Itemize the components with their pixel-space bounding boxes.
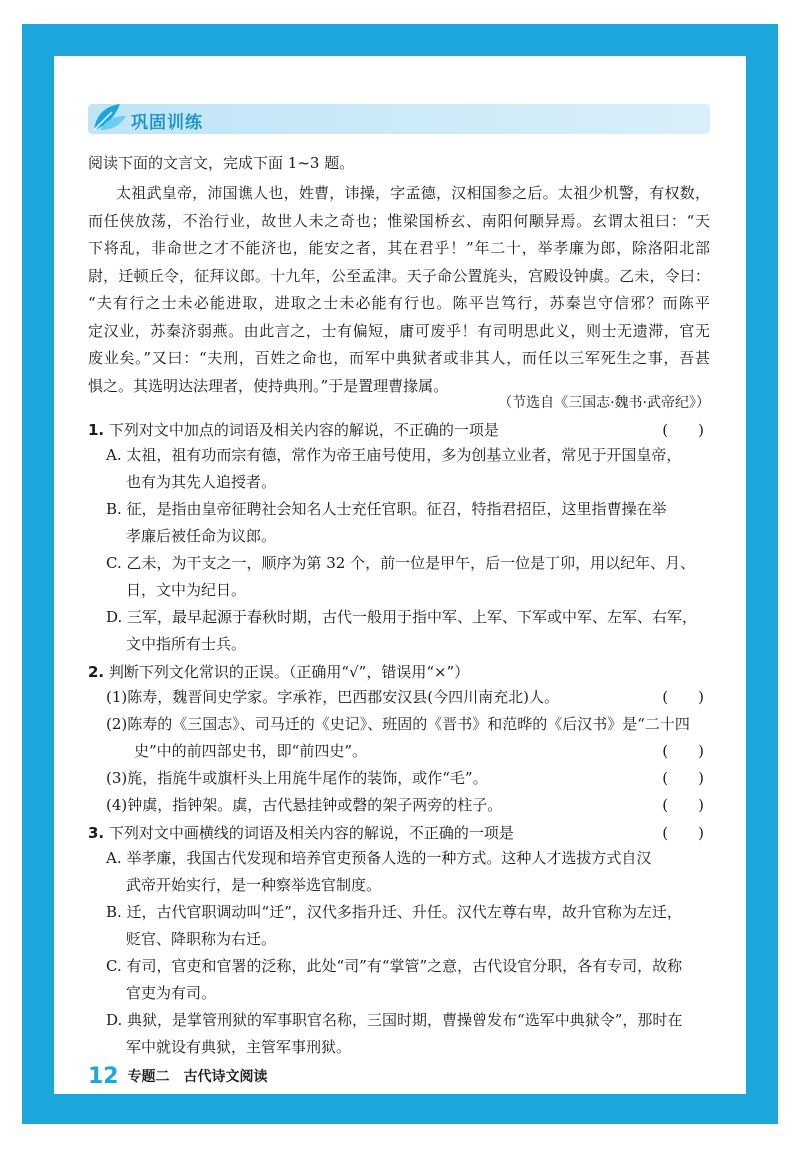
answer-blank[interactable]: ( ) [662,421,704,439]
option-text: B. 迁，古代官职调动叫“迁”，汉代多指升迁、升任。汉代左尊右卑，故升官称为左迁， [106,903,682,921]
question-3-stem [88,822,710,843]
passage-line: 太祖武皇帝，沛国谯人也，姓曹，讳操，字孟德，汉相国参之后。太祖少机警，有权数， [116,184,710,202]
question-3-option-b[interactable] [106,899,710,953]
section-title: 巩固训练 [131,113,203,133]
passage-source: （节选自《三国志·魏书·武帝纪》） [498,395,710,411]
answer-blank[interactable]: ( ) [662,824,704,842]
question-number: 1. [88,421,105,439]
frame-bottom [22,1094,778,1124]
option-text: C. 有司，官吏和官署的泛称，此处“司”有“掌管”之意，古代设官分职，各有专司，故称 [106,957,683,975]
question-1-option-d[interactable] [106,604,710,658]
question-text: 下列对文中画横线的词语及相关内容的解说，不正确的一项是 [108,824,514,842]
passage-line: 定汉业，苏秦济弱燕。由此言之，士有偏短，庸可废乎！有司明思此义，则士无遗滞，官无 [88,321,710,340]
classical-passage [88,180,710,400]
passage-line: 尉，迁顿丘令，征拜议郎。十九年，公至孟津。天子命公置旄头，宫殿设钟虡。乙未，令曰： [88,266,710,285]
answer-blank[interactable]: ( ) [662,796,704,814]
passage-line: 废业矣。”又曰：“夫刑，百姓之命也，而军中典狱者或非其人，而任以三军死生之事，吾甚 [88,349,710,367]
frame-top [22,24,778,56]
option-text: B. 征，是指由皇帝征聘社会知名人士充任官职。征召，特指君招臣，这里指曹操在举 [106,500,667,518]
question-3-option-a[interactable] [106,845,710,899]
passage-line: 下将乱，非命世之才不能济也，能安之者，其在君乎！”年二十，举孝廉为郎，除洛阳北部 [88,239,710,257]
answer-blank[interactable]: ( ) [662,742,704,760]
item-text: 史”中的前四部史书，即“前四史”。 [134,742,368,760]
option-text: 日，文中为纪日。 [126,581,247,599]
intro-text: 阅读下面的文言文，完成下面 1~3 题。 [88,154,355,172]
question-number: 2. [88,663,105,681]
frame-right [746,24,778,1124]
item-text: (1)陈寿，魏晋间史学家。字承祚，巴西郡安汉县(今四川南充北)人。 [106,688,559,706]
option-text: 贬官、降职称为右迁。 [126,930,277,948]
chapter-label: 专题二 古代诗文阅读 [127,1069,268,1085]
passage-line: 而任侠放荡，不治行业，故世人未之奇也；惟梁国桥玄、南阳何颙异焉。玄谓太祖曰：“天 [88,211,710,230]
question-2-stem [88,661,710,682]
option-text: D. 典狱，是掌管刑狱的军事职官名称，三国时期，曹操曾发布“选军中典狱令”，那时在 [106,1011,683,1029]
option-text: 军中就设有典狱，主管军事刑狱。 [126,1038,352,1056]
page-number: 12 [88,1064,119,1089]
question-2-item-3 [106,765,710,792]
question-2-item-1 [106,684,710,711]
question-text: 下列对文中加点的词语及相关内容的解说，不正确的一项是 [108,421,499,439]
leaf-icon [90,100,128,134]
option-text: C. 乙未，为干支之一，顺序为第 32 个，前一位是甲午，后一位是丁卯，用以纪年、月、 [106,554,696,572]
item-text: (4)钟虡，指钟架。虡，古代悬挂钟或磬的架子两旁的柱子。 [106,796,503,814]
option-text: 武帝开始实行，是一种察举选官制度。 [126,876,382,894]
question-2-item-2 [106,711,710,765]
question-1-option-a[interactable] [106,442,710,496]
page-footer [88,1064,268,1089]
question-1-option-c[interactable] [106,550,710,604]
item-text: (3)旄，指旄牛或旗杆头上用旄牛尾作的装饰，或作“毛”。 [106,769,488,787]
option-text: 孝廉后被任命为议郎。 [126,527,277,545]
question-1-option-b[interactable] [106,496,710,550]
option-text: D. 三军，最早起源于春秋时期，古代一般用于指中军、上军、下军或中军、左军、右军， [106,608,698,626]
question-3-option-c[interactable] [106,953,710,1007]
option-text: 官吏为有司。 [126,984,217,1002]
passage-line: “夫有行之士未必能进取，进取之士未必能有行也。陈平岂笃行，苏秦岂守信邪？而陈平 [88,294,710,312]
question-3-option-d[interactable] [106,1007,710,1061]
question-1-stem [88,419,710,440]
item-text: (2)陈寿的《三国志》、司马迁的《史记》、班固的《晋书》和范晔的《后汉书》是“二十四 [106,715,690,733]
question-2-item-4 [106,792,710,819]
answer-blank[interactable]: ( ) [662,688,704,706]
option-text: A. 举孝廉，我国古代发现和培养官吏预备人选的一种方式。这种人才选拔方式自汉 [106,849,652,867]
option-text: 也有为其先人追授者。 [126,473,277,491]
frame-left [22,24,54,1124]
option-text: A. 太祖，祖有功而宗有德，常作为帝王庙号使用，多为创基立业者，常见于开国皇帝， [106,446,682,464]
answer-blank[interactable]: ( ) [662,769,704,787]
option-text: 文中指所有士兵。 [126,635,247,653]
question-number: 3. [88,824,105,842]
passage-line: 惧之。其选明达法理者，使持典刑。”于是置理曹掾属。 [88,376,449,395]
question-text: 判断下列文化常识的正误。（正确用“√”，错误用“×”） [108,663,470,681]
